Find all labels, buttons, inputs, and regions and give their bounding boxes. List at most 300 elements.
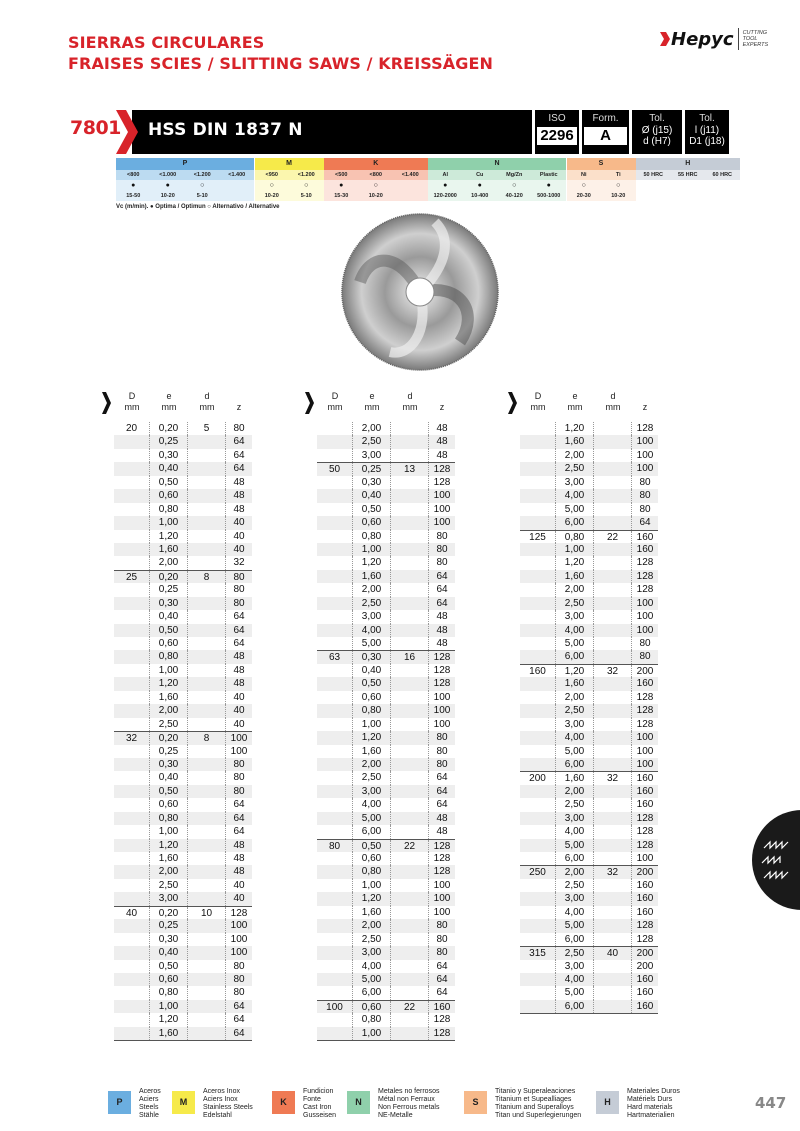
cutting-speed-value: 10-400 — [463, 191, 498, 201]
table-row — [317, 597, 455, 610]
cell-D — [520, 704, 556, 717]
brand-logo — [660, 28, 768, 50]
table-row — [317, 435, 455, 448]
table-row — [520, 435, 658, 448]
table-row — [520, 919, 658, 932]
cell-e: 0,40 — [150, 610, 188, 623]
cell-e: 1,60 — [556, 435, 594, 448]
cell-D — [114, 839, 150, 852]
cell-D — [114, 771, 150, 784]
table-row — [114, 839, 252, 852]
cutting-speed-value: 20-30 — [567, 191, 602, 201]
table-row — [520, 825, 658, 838]
cell-d — [188, 865, 226, 878]
cell-d — [391, 933, 429, 946]
cell-e: 0,60 — [150, 798, 188, 811]
table-row — [317, 933, 455, 946]
table-row — [114, 1000, 252, 1013]
cell-z: 80 — [436, 543, 448, 555]
cell-d: 13 — [391, 463, 429, 475]
cell-d — [594, 718, 632, 731]
material-subgroup-label: <800 — [359, 170, 394, 180]
legend-item-N — [347, 1088, 439, 1120]
cell-D: 40 — [114, 907, 150, 919]
cell-d: 10 — [188, 907, 226, 919]
cutting-speed-value — [393, 191, 428, 201]
cell-D — [520, 973, 556, 986]
cell-D — [114, 919, 150, 932]
cell-z: 80 — [233, 597, 245, 609]
cell-d: 22 — [391, 1001, 429, 1013]
cell-e: 0,80 — [150, 812, 188, 825]
cell-D — [114, 476, 150, 489]
cell-d — [188, 489, 226, 502]
form-box: Form. A — [582, 110, 629, 154]
cell-e: 4,00 — [353, 798, 391, 811]
cell-d — [188, 933, 226, 946]
cell-e: 1,20 — [150, 839, 188, 852]
cell-e: 2,00 — [353, 919, 391, 932]
cell-D — [114, 812, 150, 825]
cell-z: 48 — [436, 449, 448, 461]
table-row — [114, 449, 252, 462]
cell-D — [520, 798, 556, 811]
cell-z: 80 — [436, 947, 448, 959]
cell-D — [114, 745, 150, 758]
cell-D — [114, 691, 150, 704]
cell-D — [520, 583, 556, 596]
cell-z: 128 — [433, 652, 451, 664]
cell-z: 160 — [636, 879, 654, 891]
cell-D — [317, 704, 353, 717]
cell-D — [520, 597, 556, 610]
table-row — [520, 946, 658, 959]
cell-z: 64 — [436, 772, 448, 784]
cell-D — [520, 919, 556, 932]
table-row — [317, 650, 455, 663]
cell-e: 0,80 — [150, 503, 188, 516]
table-row — [317, 892, 455, 905]
cell-e: 1,20 — [353, 892, 391, 905]
table-row — [114, 1013, 252, 1026]
cell-z: 80 — [639, 638, 651, 649]
table-row — [114, 422, 252, 435]
cell-d — [594, 637, 632, 650]
cell-d — [391, 986, 429, 999]
cell-D — [317, 435, 353, 448]
cell-z: 160 — [636, 893, 654, 905]
cell-z: 160 — [636, 906, 654, 918]
column-header-d: d mm — [605, 391, 621, 412]
table-row — [520, 664, 658, 677]
cell-z: 128 — [636, 920, 654, 932]
cell-D: 20 — [114, 422, 150, 435]
cell-z: 80 — [436, 933, 448, 945]
cell-D — [317, 570, 353, 583]
cell-D — [317, 476, 353, 489]
cell-e: 1,20 — [556, 556, 594, 569]
cell-D — [114, 677, 150, 690]
cell-D — [114, 973, 150, 986]
cell-e: 0,30 — [150, 758, 188, 771]
cell-d — [594, 422, 632, 435]
table-row — [114, 516, 252, 529]
cell-D — [520, 516, 556, 529]
cell-e: 6,00 — [353, 986, 391, 999]
cell-d — [188, 462, 226, 475]
legend-item-S — [464, 1088, 581, 1120]
table-row — [114, 570, 252, 583]
cell-d — [391, 543, 429, 556]
cell-z: 48 — [436, 826, 448, 838]
cell-d — [391, 812, 429, 825]
cell-z: 100 — [433, 490, 451, 502]
legend-text: Aceros Inox Aciers Inox Stainless Steels Edelstahl — [203, 1088, 253, 1119]
cell-D — [114, 758, 150, 771]
table-row — [317, 906, 455, 919]
cell-z: 80 — [639, 476, 651, 488]
cell-z: 48 — [436, 611, 448, 623]
table-row — [317, 919, 455, 932]
title-line-2: FRAISES SCIES / SLITTING SAWS / KREISSÄGEN — [68, 54, 494, 73]
material-subgroup-label: <1.200 — [289, 170, 324, 180]
cell-D: 200 — [520, 772, 556, 784]
table-row — [520, 530, 658, 543]
cell-D — [317, 973, 353, 986]
table-row — [114, 812, 252, 825]
cell-e: 0,25 — [150, 745, 188, 758]
table-row — [520, 597, 658, 610]
table-row — [114, 677, 252, 690]
cell-e: 4,00 — [556, 489, 594, 502]
cell-d — [391, 825, 429, 838]
material-subgroup-label: 50 HRC — [636, 170, 671, 180]
cell-e: 2,00 — [556, 691, 594, 704]
cell-d — [391, 892, 429, 905]
cell-z: 128 — [636, 933, 654, 945]
cutting-speed-value: 40-120 — [497, 191, 532, 201]
cell-e: 2,50 — [556, 462, 594, 475]
cell-d — [594, 624, 632, 637]
cell-d: 40 — [594, 947, 632, 959]
cell-e: 4,00 — [556, 973, 594, 986]
cell-d — [391, 691, 429, 704]
table-row — [317, 852, 455, 865]
cell-d — [391, 664, 429, 677]
table-row — [520, 785, 658, 798]
table-row — [317, 1027, 455, 1040]
table-row — [317, 610, 455, 623]
cell-D — [114, 986, 150, 999]
cell-e: 1,20 — [150, 1013, 188, 1026]
cell-d — [594, 785, 632, 798]
cell-d — [391, 731, 429, 744]
tolerance-box-2: Tol. l (j11) D1 (j18) — [685, 110, 729, 154]
cell-d — [594, 677, 632, 690]
cell-e: 1,60 — [556, 677, 594, 690]
suitability-symbol: ● — [463, 180, 498, 191]
cell-e: 0,60 — [353, 1001, 391, 1013]
cell-e: 0,60 — [353, 516, 391, 529]
cell-d — [188, 892, 226, 905]
logo-mark-icon — [660, 32, 670, 46]
cell-z: 80 — [233, 973, 245, 985]
suitability-symbol — [220, 180, 255, 191]
table-row — [114, 960, 252, 973]
cell-z: 64 — [233, 611, 245, 623]
cell-d — [594, 731, 632, 744]
cell-D — [520, 449, 556, 462]
cell-z: 160 — [636, 973, 654, 985]
cell-z: 100 — [636, 853, 654, 864]
cell-e: 1,20 — [150, 677, 188, 690]
table-row — [114, 556, 252, 569]
cell-D — [520, 462, 556, 475]
cell-D — [114, 637, 150, 650]
cell-d — [188, 624, 226, 637]
cell-D — [317, 879, 353, 892]
cell-e: 1,60 — [150, 691, 188, 704]
cell-d: 8 — [188, 571, 226, 583]
cell-z: 128 — [636, 826, 654, 838]
legend-key: K — [272, 1091, 295, 1114]
cell-D — [114, 852, 150, 865]
title-line-1: SIERRAS CIRCULARES — [68, 33, 265, 52]
cell-d — [594, 745, 632, 758]
cell-D — [520, 825, 556, 838]
cell-z: 200 — [636, 960, 654, 972]
cell-d — [188, 476, 226, 489]
cell-d — [188, 973, 226, 986]
cell-D — [114, 704, 150, 717]
cell-d — [391, 1013, 429, 1026]
cell-d — [594, 691, 632, 704]
material-subgroup-label: Cu — [463, 170, 498, 180]
cell-d — [391, 530, 429, 543]
cell-D — [317, 933, 353, 946]
cell-z: 128 — [636, 570, 654, 582]
table-row — [114, 691, 252, 704]
cell-z: 160 — [636, 543, 654, 555]
cell-d — [188, 435, 226, 448]
cell-e: 0,80 — [556, 531, 594, 543]
material-subgroup-label: 60 HRC — [705, 170, 740, 180]
cell-z: 40 — [233, 530, 245, 542]
cell-z: 64 — [233, 826, 245, 838]
cell-z: 160 — [433, 1001, 451, 1013]
cell-D — [317, 812, 353, 825]
cell-z: 64 — [436, 785, 448, 797]
cell-z: 40 — [233, 718, 245, 730]
cell-z: 80 — [233, 785, 245, 797]
legend-text: Fundicion Fonte Cast Iron Gusseisen — [303, 1088, 337, 1119]
table-row — [114, 973, 252, 986]
legend-text: Materiales Duros Matériels Durs Hard materials Hartmaterialien — [627, 1088, 680, 1119]
column-header-e: e mm — [364, 391, 380, 412]
table-row — [114, 758, 252, 771]
cell-z: 160 — [636, 785, 654, 797]
cell-d — [594, 570, 632, 583]
cell-z: 100 — [636, 745, 654, 757]
cell-e: 1,60 — [556, 570, 594, 583]
cutting-speed-value: 10-20 — [255, 191, 290, 201]
cell-z: 128 — [433, 853, 451, 864]
cell-d — [594, 704, 632, 717]
table-row — [520, 704, 658, 717]
legend-key: S — [464, 1091, 487, 1114]
table-row — [317, 516, 455, 529]
table-row — [317, 839, 455, 852]
table-row — [114, 664, 252, 677]
cell-e: 0,30 — [150, 933, 188, 946]
cell-d — [188, 610, 226, 623]
cell-e: 0,50 — [353, 503, 391, 516]
table-row — [317, 946, 455, 959]
cell-e: 4,00 — [556, 906, 594, 919]
table-row — [520, 758, 658, 771]
cell-d — [188, 1027, 226, 1040]
cell-z: 160 — [636, 799, 654, 811]
cell-z: 64 — [233, 1027, 245, 1039]
cell-z: 64 — [436, 960, 448, 972]
material-subgroup-label: Ti — [601, 170, 636, 180]
cell-e: 1,60 — [150, 543, 188, 556]
cell-D — [114, 1013, 150, 1026]
cell-z: 128 — [636, 718, 654, 730]
cell-d — [594, 597, 632, 610]
cell-z: 48 — [233, 853, 245, 864]
table-row — [317, 1000, 455, 1013]
cell-e: 2,00 — [556, 866, 594, 878]
cell-z: 128 — [433, 476, 451, 488]
tolerance-box-1: Tol. Ø (j15) d (H7) — [632, 110, 682, 154]
cell-D: 160 — [520, 665, 556, 677]
table-row — [317, 960, 455, 973]
cell-z: 64 — [436, 799, 448, 811]
logo-tagline: CUTTING TOOL EXPERTS — [742, 30, 769, 48]
cell-D — [520, 745, 556, 758]
suitability-symbol: ○ — [567, 180, 602, 191]
cell-e: 0,80 — [150, 986, 188, 999]
cell-d — [594, 986, 632, 999]
cell-d — [391, 852, 429, 865]
cell-D — [317, 785, 353, 798]
cell-D — [520, 785, 556, 798]
material-subgroup-label: 55 HRC — [671, 170, 706, 180]
cell-e: 2,50 — [353, 435, 391, 448]
cell-D — [317, 731, 353, 744]
cell-D — [520, 691, 556, 704]
suitability-symbol: ● — [151, 180, 186, 191]
cell-d — [594, 973, 632, 986]
legend-text: Titanio y Superaleaciones Titanium et Supealliages Titanium and Superalloys Titan und Superlegierungen — [495, 1088, 582, 1119]
cell-e: 0,20 — [150, 571, 188, 583]
cell-d — [594, 476, 632, 489]
cell-D — [317, 583, 353, 596]
cell-D — [317, 503, 353, 516]
cell-z: 200 — [636, 867, 654, 879]
material-group-K — [324, 158, 428, 201]
cell-e: 2,00 — [150, 865, 188, 878]
cell-z: 128 — [636, 812, 654, 824]
cell-D — [317, 556, 353, 569]
cell-D: 100 — [317, 1001, 353, 1013]
cell-d — [594, 960, 632, 973]
cell-D — [114, 1027, 150, 1040]
column-header-D: D mm — [327, 391, 343, 412]
cell-e: 0,60 — [353, 852, 391, 865]
cell-e: 1,60 — [353, 906, 391, 919]
cell-z: 128 — [433, 464, 451, 476]
table-row — [520, 839, 658, 852]
table-row — [317, 812, 455, 825]
cell-d — [188, 530, 226, 543]
table-row — [520, 691, 658, 704]
cell-e: 3,00 — [353, 946, 391, 959]
legend-key: H — [596, 1091, 619, 1114]
table-row — [317, 879, 455, 892]
column-header-d: d mm — [402, 391, 418, 412]
cell-z: 80 — [436, 732, 448, 744]
cell-z: 100 — [636, 611, 654, 623]
cell-d — [391, 516, 429, 529]
cell-e: 0,50 — [150, 476, 188, 489]
table-row — [317, 449, 455, 462]
cell-d — [188, 812, 226, 825]
cell-e: 3,00 — [556, 610, 594, 623]
cell-e: 4,00 — [353, 624, 391, 637]
cell-d: 16 — [391, 651, 429, 663]
cell-e: 0,25 — [353, 463, 391, 475]
cell-e: 6,00 — [556, 933, 594, 946]
cell-e: 1,60 — [353, 570, 391, 583]
suitability-symbol — [393, 180, 428, 191]
cell-d — [391, 435, 429, 448]
cell-e: 1,60 — [150, 1027, 188, 1040]
cell-d — [188, 677, 226, 690]
cell-e: 2,50 — [353, 597, 391, 610]
cell-d — [391, 906, 429, 919]
cell-d — [594, 839, 632, 852]
cell-z: 40 — [233, 691, 245, 703]
cell-e: 4,00 — [556, 624, 594, 637]
cell-e: 0,30 — [150, 597, 188, 610]
table-row — [114, 745, 252, 758]
suitability-symbol: ● — [428, 180, 463, 191]
table-row — [520, 771, 658, 784]
cell-D — [520, 986, 556, 999]
cell-d — [391, 785, 429, 798]
cell-e: 3,00 — [353, 785, 391, 798]
cell-D — [520, 476, 556, 489]
suitability-symbol: ○ — [255, 180, 290, 191]
cell-d — [188, 650, 226, 663]
cell-d — [391, 422, 429, 435]
cell-z: 80 — [639, 490, 651, 502]
cell-z: 128 — [433, 1014, 451, 1026]
cell-z: 64 — [436, 584, 448, 596]
cell-D — [520, 731, 556, 744]
cell-z: 64 — [233, 1000, 245, 1012]
cell-d — [391, 718, 429, 731]
cell-D — [317, 1027, 353, 1040]
cell-e: 0,40 — [150, 946, 188, 959]
table-row — [520, 1000, 658, 1013]
table-row — [114, 879, 252, 892]
table-row — [317, 865, 455, 878]
cutting-speed-value: 15-30 — [324, 191, 359, 201]
table-row — [520, 986, 658, 999]
